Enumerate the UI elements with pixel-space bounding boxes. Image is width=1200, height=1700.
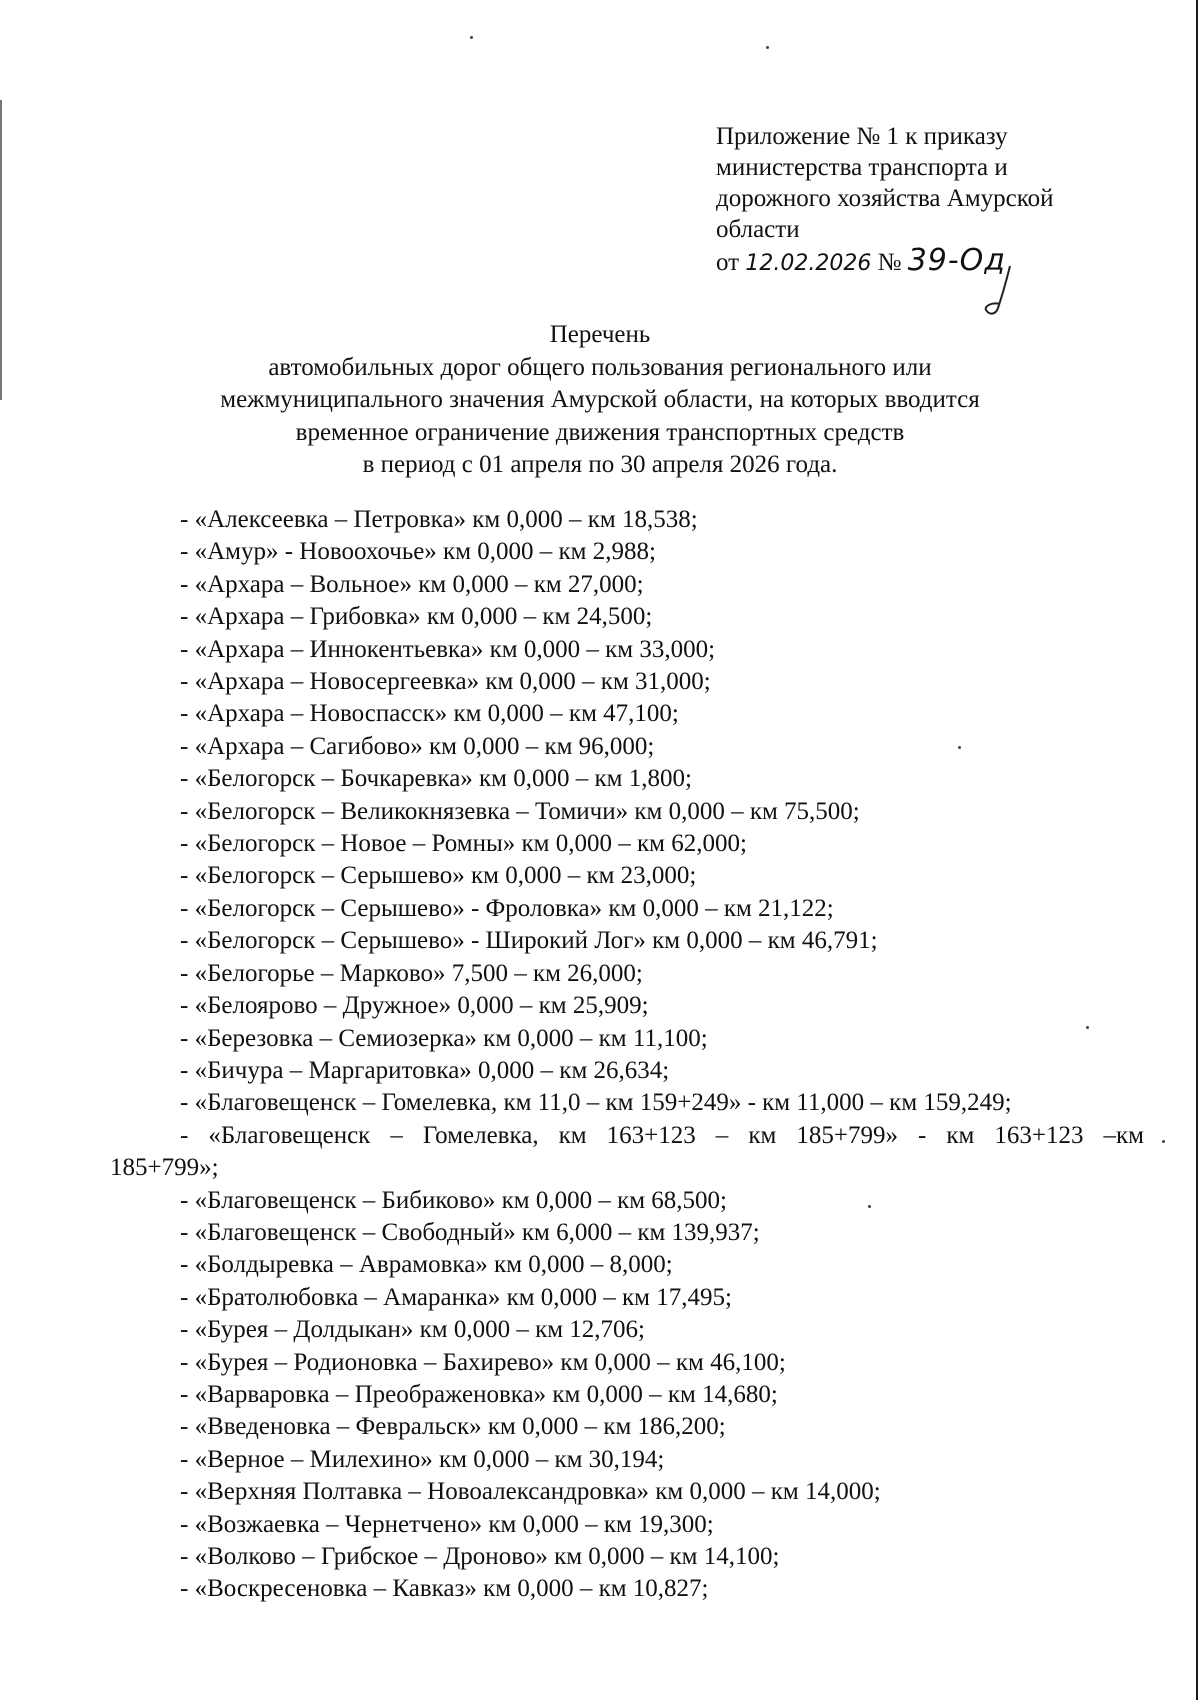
road-item: - «Болдыревка – Аврамовка» км 0,000 – 8,000; xyxy=(180,1251,673,1279)
heading-line: автомобильных дорог общего пользования регионального или xyxy=(268,353,932,381)
road-item: - «Архара – Сагибово» км 0,000 – км 96,000; xyxy=(180,732,655,760)
road-item: - «Белогорск – Серышево» км 0,000 – км 23,000; xyxy=(180,862,697,890)
road-item: - «Верное – Милехино» км 0,000 – км 30,194; xyxy=(180,1445,665,1473)
heading-line: в период с 01 апреля по 30 апреля 2026 года. xyxy=(362,451,838,478)
road-item: - «Благовещенск – Свободный» км 6,000 – км 139,937; xyxy=(180,1218,760,1246)
appendix-line: министерства транспорта и xyxy=(716,154,1008,181)
road-item: - «Архара – Новосергеевка» км 0,000 – км 31,000; xyxy=(180,668,711,696)
road-item: - «Белогорье – Марково» 7,500 – км 26,000; xyxy=(180,959,643,987)
road-item-line: - «Благовещенск – Гомелевка, км 163+123 – км 185+799» - км 163+123 –км xyxy=(180,1121,1144,1149)
road-list xyxy=(0,504,1200,1606)
road-item: - «Бурея – Родионовка – Бахирево» км 0,000 – км 46,100; xyxy=(180,1348,786,1376)
road-item: - «Возжаевка – Чернетчено» км 0,000 – км 19,300; xyxy=(180,1510,714,1538)
road-item: - «Белогорск – Бочкаревка» км 0,000 – км 1,800; xyxy=(180,765,692,793)
road-item: - «Волково – Грибское – Дроново» км 0,000 – км 14,100; xyxy=(180,1543,780,1570)
road-item: - «Варваровка – Преображеновка» км 0,000 – км 14,680; xyxy=(180,1380,778,1408)
road-item: - «Благовещенск – Гомелевка, км 11,0 – км 159+249» - км 11,000 – км 159,249; xyxy=(180,1089,1012,1117)
number-prefix: № xyxy=(877,249,902,276)
road-item: - «Березовка – Семиозерка» км 0,000 – км 11,100; xyxy=(180,1024,708,1052)
road-item: - «Белогорск – Великокнязевка – Томичи» км 0,000 – км 75,500; xyxy=(180,797,860,825)
heading-line: временное ограничение движения транспортных средств xyxy=(295,418,905,446)
handwritten-date: 12.02.2026 xyxy=(745,251,872,276)
heading-line: межмуниципального значения Амурской области, на которых вводится xyxy=(220,386,980,413)
road-item: - «Архара – Грибовка» км 0,000 – км 24,500; xyxy=(180,603,653,631)
handwriting-stroke-icon xyxy=(972,262,1032,322)
document-heading xyxy=(150,319,1050,482)
handwritten-order-number: 39-Од xyxy=(907,243,1007,278)
road-item: - «Архара – Новоспасск» км 0,000 – км 47,100; xyxy=(180,700,679,728)
road-item: - «Белоярово – Дружное» 0,000 – км 25,909; xyxy=(180,992,649,1020)
road-item: - «Амур» - Новоохочье» км 0,000 – км 2,988; xyxy=(180,538,656,566)
appendix-line: области xyxy=(716,216,800,243)
road-item: - «Архара – Иннокентьевка» км 0,000 – км 33,000; xyxy=(180,635,716,663)
road-item: - «Бурея – Долдыкан» км 0,000 – км 12,706; xyxy=(180,1316,645,1344)
appendix-line: Приложение № 1 к приказу xyxy=(716,123,1008,150)
heading-title: Перечень xyxy=(549,321,651,348)
scan-speck xyxy=(766,46,769,49)
road-item: - «Белогорск – Новое – Ромны» км 0,000 – км 62,000; xyxy=(180,830,747,858)
appendix-date-line xyxy=(716,245,1186,279)
road-item: - «Благовещенск – Бибиково» км 0,000 – км 68,500; xyxy=(180,1186,727,1214)
road-item: - «Верхняя Полтавка – Новоалександровка» км 0,000 – км 14,000; xyxy=(180,1478,881,1506)
road-item: - «Введеновка – Февральск» км 0,000 – км 186,200; xyxy=(180,1413,726,1441)
appendix-line: дорожного хозяйства Амурской xyxy=(716,185,1054,212)
road-item: - «Воскресеновка – Кавказ» км 0,000 – км 10,827; xyxy=(180,1575,709,1603)
road-item: - «Белогорск – Серышево» - Фроловка» км 0,000 – км 21,122; xyxy=(180,894,834,922)
road-item: - «Братолюбовка – Амаранка» км 0,000 – км 17,495; xyxy=(180,1283,732,1311)
scan-edge-left xyxy=(0,100,2,400)
road-item: - «Белогорск – Серышево» - Широкий Лог» км 0,000 – км 46,791; xyxy=(180,927,878,955)
road-item: - «Алексеевка – Петровка» км 0,000 – км 18,538; xyxy=(180,506,698,533)
road-item-wrapped xyxy=(0,1120,1200,1185)
road-item-line: 185+799»; xyxy=(110,1154,219,1182)
date-prefix: от xyxy=(716,249,740,276)
appendix-block xyxy=(716,121,1186,279)
road-item: - «Архара – Вольное» км 0,000 – км 27,000; xyxy=(180,570,644,598)
road-item: - «Бичура – Маргаритовка» 0,000 – км 26,634; xyxy=(180,1056,670,1084)
scan-speck xyxy=(470,36,473,39)
